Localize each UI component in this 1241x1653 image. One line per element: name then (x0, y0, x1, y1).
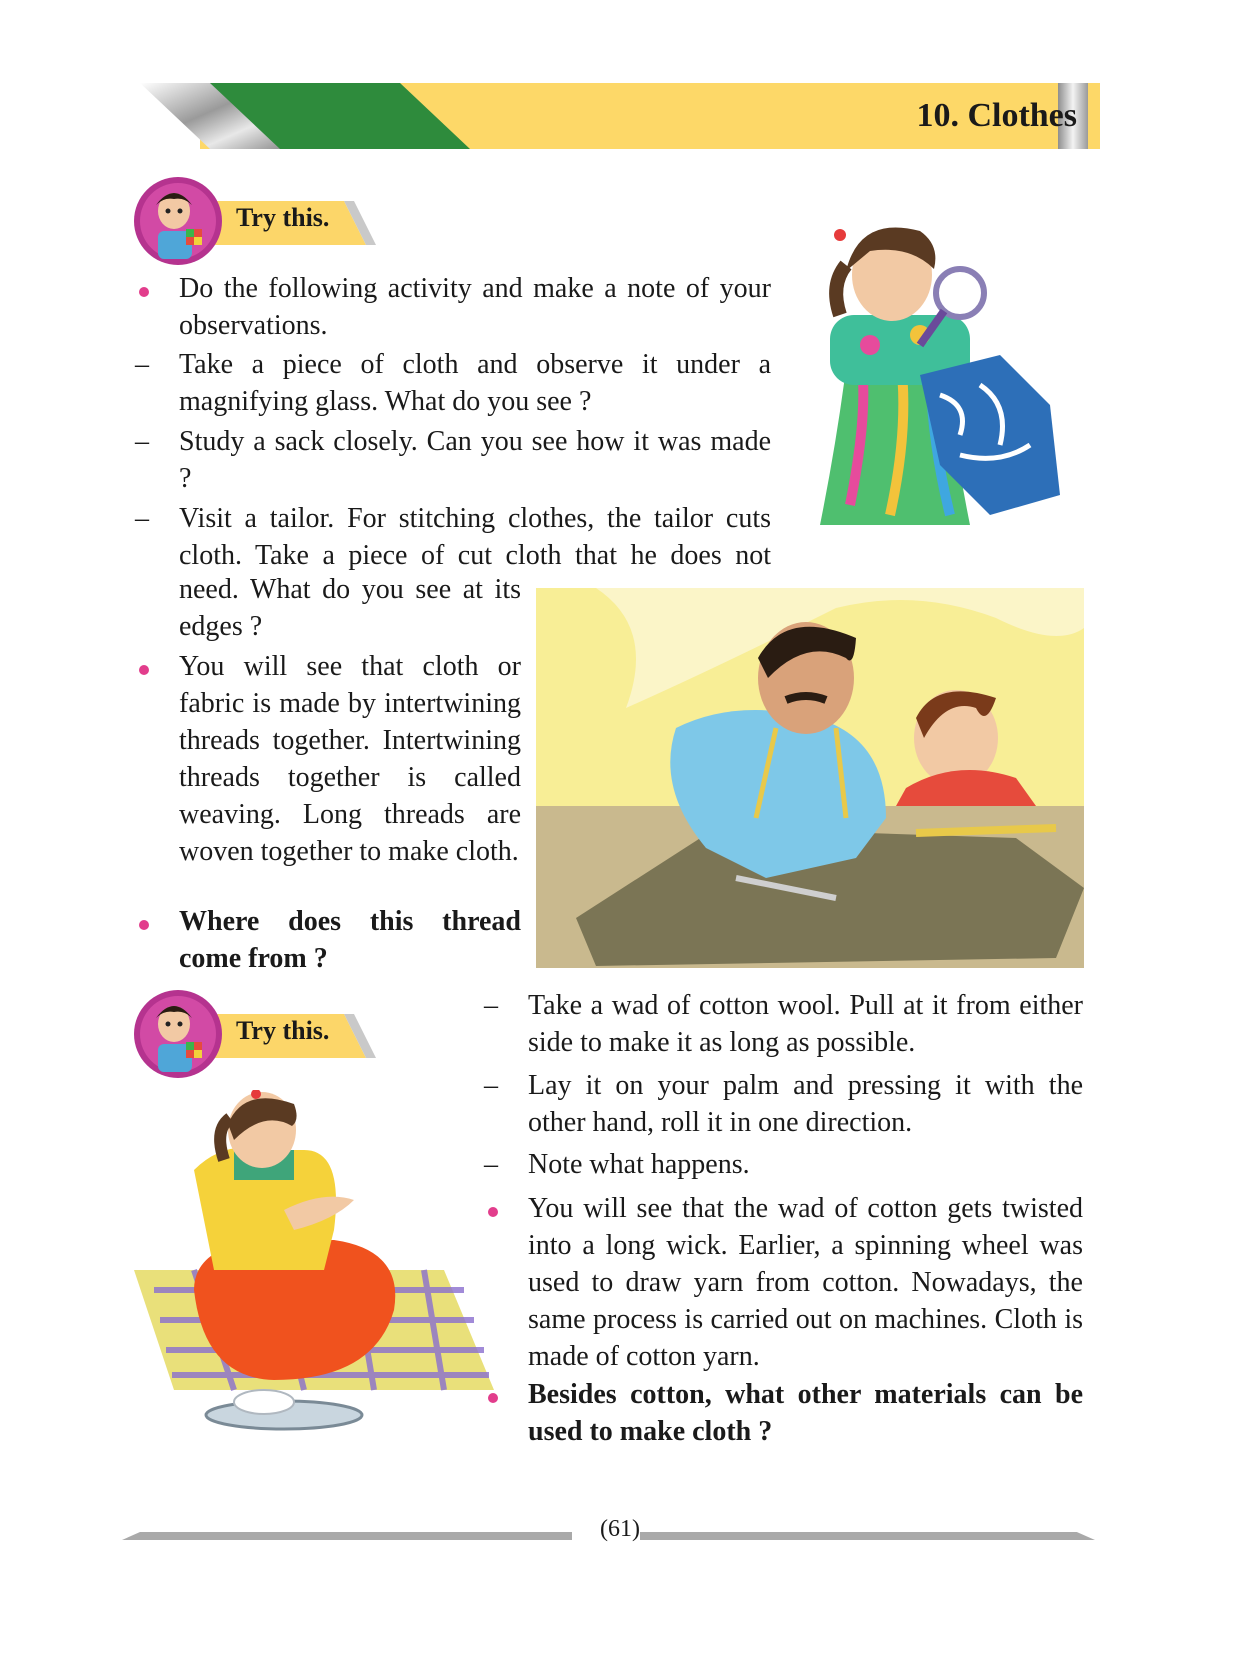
footer-rule-left (122, 1532, 572, 1540)
item-text: Where does this thread come from ? (179, 906, 521, 974)
list-item-continuation (135, 571, 521, 645)
dash-icon: – (135, 503, 149, 534)
list-item (484, 1067, 1083, 1141)
list-item (135, 500, 771, 574)
dash-icon: – (135, 349, 149, 380)
bullet-icon (135, 270, 165, 307)
tailor-cutting-cloth-illustration (536, 588, 1084, 968)
dash-icon: – (135, 426, 149, 457)
dash-icon: – (484, 990, 498, 1021)
item-text: Take a wad of cotton wool. Pull at it from either side to make it as long as possible. (528, 990, 1083, 1058)
girl-with-magnifier-illustration (810, 205, 1070, 535)
item-text: Take a piece of cloth and observe it under a magnifying glass. What do you see ? (179, 349, 771, 417)
item-text: You will see that cloth or fabric is made by intertwining threads together. Intertwining threads together is called weaving. Long threads are woven together to make cloth. (179, 651, 521, 867)
bullet-icon (484, 1190, 514, 1227)
try-this-label: Try this. (236, 203, 330, 232)
item-text: You will see that the wad of cotton gets twisted into a long wick. Earlier, a spinning wheel was used to draw yarn from cotton. Nowadays, the same process is carried out on machines. Cloth is made of cotton yarn. (528, 1193, 1083, 1372)
bullet-icon (484, 1376, 514, 1413)
item-text: Do the following activity and make a note of your observations. (179, 273, 771, 341)
list-item-question (484, 1376, 1083, 1450)
bullet-icon (135, 903, 165, 940)
list-item (484, 1146, 1083, 1183)
list-item (484, 987, 1083, 1061)
girl-rolling-cotton-illustration (134, 1090, 494, 1435)
item-text: Lay it on your palm and pressing it with the other hand, roll it in one direction. (528, 1070, 1083, 1138)
page-number: (61) (600, 1516, 640, 1542)
list-item (135, 346, 771, 420)
list-item (484, 1190, 1083, 1375)
chapter-banner (140, 83, 1125, 155)
chapter-title: 10. Clothes (916, 97, 1077, 134)
item-text: Besides cotton, what other materials can be used to make cloth ? (528, 1379, 1083, 1447)
dash-icon: – (484, 1149, 498, 1180)
bullet-icon (135, 648, 165, 685)
item-text: Study a sack closely. Can you see how it was made ? (179, 426, 771, 494)
dash-icon: – (484, 1070, 498, 1101)
list-item (135, 648, 521, 908)
item-text: Visit a tailor. For stitching clothes, the tailor cuts cloth. Take a piece of cut cloth that he does not (179, 503, 771, 571)
list-item (135, 270, 771, 344)
list-item (135, 423, 771, 497)
list-item-question (135, 903, 521, 977)
try-this-label: Try this. (236, 1016, 330, 1045)
footer-rule-right (640, 1532, 1095, 1540)
try-this-badge (134, 988, 384, 1084)
item-text: need. What do you see at its edges ? (179, 574, 521, 642)
item-text: Note what happens. (528, 1149, 750, 1180)
try-this-badge (134, 175, 384, 271)
